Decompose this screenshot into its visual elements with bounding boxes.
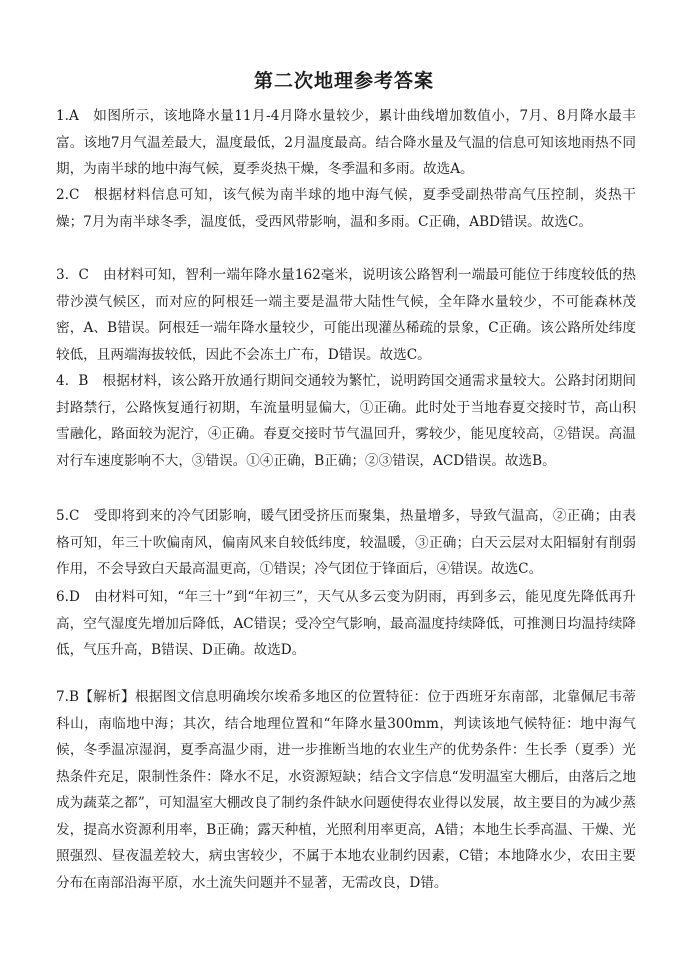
answer-text: 【解析】根据图文信息明确埃尔埃希多地区的位置特征：位于西班牙东南部，北靠佩尼韦蒂科山，南临地中海；其次，结合地理位置和“年降水量300mm，判读该地气候特征：地中海气候，冬季温凉湿润，夏季高温少雨，进一步推断当地的农业生产的优势条件：生长季（夏季）光热条件充足，限制性条件：降水不足，水资源短缺；结合文字信息“发明温室大棚后，由落后之地成为蔬菜之都”，可知温室大棚改良了制约条件缺水问题使得农业得以发展，故主要目的为减少蒸发，提高水资源利用率，B正确；露天种植，光照利用率更高，A错；本地生长季高温、干燥、光照强烈、昼夜温差较大，病虫害较少，不属于本地农业制约因素，C错；本地降水少，农田主要分布在南部沿海平原，水土流失问题并不显著，无需改良，D错。 <box>56 689 636 891</box>
answer-number: 7.B <box>56 689 79 705</box>
answer-text: 根据材料信息可知，该气候为南半球的地中海气候，夏季受副热带高气压控制，炎热干燥；7月为南半球冬季，温度低，受西风带影响，温和多雨。C正确，ABD错误。故选C。 <box>56 187 636 230</box>
answer-text: 如图所示，该地降水量11月-4月降水量较少，累计曲线增加数值小，7月、8月降水最丰富。该地7月气温差最大，温度最低，2月温度最高。结合降水量及气温的信息可知该地雨热不同期，为南半球的地中海气候，夏季炎热干燥，冬季温和多雨。故选A。 <box>56 108 636 177</box>
answer-text: 根据材料，该公路开放通行期间交通较为繁忙，说明跨国交通需求量较大。公路封闭期间封路禁行，公路恢复通行初期，车流量明显偏大，①正确。此时处于当地春夏交接时节，高山积雪融化，路面较为泥泞，④正确。春夏交接时节气温回升，雾较少，能见度较高，②错误。高温对行车速度影响不大，③错误。①④正确，B正确；②③错误，ACD错误。故选B。 <box>56 373 637 469</box>
answer-1 <box>56 103 636 183</box>
answer-number: 1.A <box>56 108 79 124</box>
answer-number: 2.C <box>56 187 80 203</box>
answer-5 <box>56 503 636 583</box>
answer-number: 6.D <box>56 589 80 605</box>
answer-7 <box>56 684 636 896</box>
answer-2 <box>56 182 636 235</box>
answer-4 <box>56 368 636 474</box>
answer-text: 受即将到来的冷气团影响，暖气团受挤压而聚集，热量增多，导致气温高，②正确；由表格可知，年三十吹偏南风，偏南风来自较低纬度，较温暖，③正确；白天云层对太阳辐射有削弱作用，不会导致白天最高温更高，①错误；冷气团位于锋面后，④错误。故选C。 <box>56 508 636 577</box>
answer-text: 由材料可知，“年三十”到“年初三”，天气从多云变为阴雨，再到多云，能见度先降低再升高，空气湿度先增加后降低，AC错误；受冷空气影响，最高温度持续降低，可推测日均温持续降低，气压升高，B错误、D正确。故选D。 <box>56 589 636 658</box>
answer-number: 4．B <box>56 373 89 389</box>
answer-number: 3．C <box>56 267 89 283</box>
answer-3 <box>56 262 636 368</box>
answer-number: 5.C <box>56 508 80 524</box>
page-title: 第二次地理参考答案 <box>253 70 434 92</box>
answer-text: 由材料可知，智利一端年降水量162毫米，说明该公路智利一端最可能位于纬度较低的热带沙漠气候区，而对应的阿根廷一端主要是温带大陆性气候，全年降水量较少，不可能森林茂密，A、B错误。阿根廷一端年降水量较少，可能出现灌丛稀疏的景象，C正确。该公路所处纬度较低，且两端海拔较低，因此不会冻土广布，D错误。故选C。 <box>56 267 636 363</box>
answer-6 <box>56 584 636 664</box>
